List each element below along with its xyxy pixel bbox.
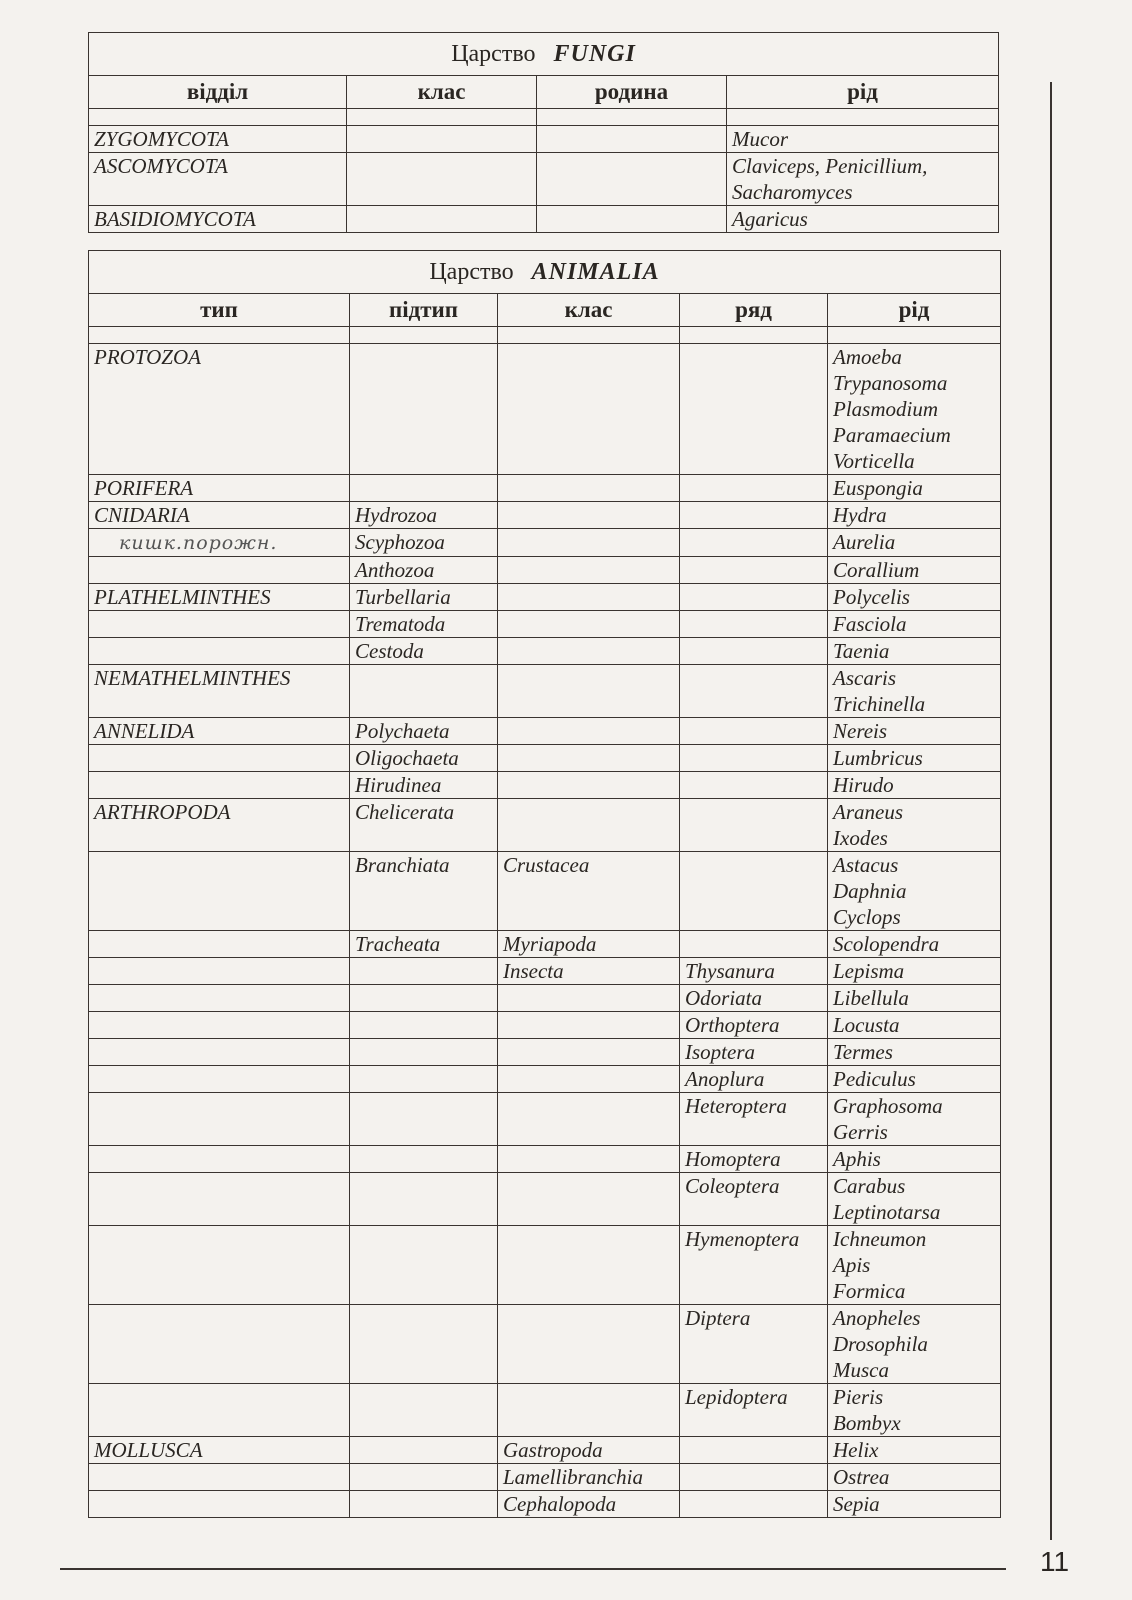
table-row [89,985,1001,1012]
genus-cell [828,1012,1001,1039]
animalia-header-1: підтип [350,294,498,327]
subphylum-cell [350,1093,498,1146]
order-cell [680,1491,828,1518]
genus-cell-line: Vorticella [833,449,915,473]
order-cell [680,475,828,502]
phylum-cell [89,1464,350,1491]
table-row [89,1066,1001,1093]
subphylum-cell [350,1305,498,1384]
phylum-cell: ANNELIDA [89,718,350,745]
phylum-cell: NEMATHELMINTHES [89,665,350,718]
genus-cell-line: Claviceps, Penicillium, [732,154,928,178]
class-cell: Crustacea [498,852,680,931]
subphylum-cell [350,344,498,475]
genus-cell [828,1305,1001,1384]
fungi-title-prefix: Царство [451,41,536,67]
order-cell: Diptera [680,1305,828,1384]
order-cell [680,931,828,958]
class-cell [498,502,680,529]
genus-cell-line: Formica [833,1279,906,1303]
table-row [89,1039,1001,1066]
class-cell: Gastropoda [498,1437,680,1464]
phylum-cell [89,1039,350,1066]
handwritten-note: кишк.порожн. [119,532,278,554]
genus-cell-line: Hydra [833,503,887,527]
phylum-cell: ARTHROPODA [89,799,350,852]
genus-cell-line: Graphosoma [833,1094,943,1118]
table-row [89,638,1001,665]
genus-cell-line: Taenia [833,639,890,663]
genus-cell-line: Leptinotarsa [833,1200,941,1224]
order-cell: Odoriata [680,985,828,1012]
class-cell: Cephalopoda [498,1491,680,1518]
genus-cell-line: Polycelis [833,585,910,609]
genus-cell [828,772,1001,799]
table-row [89,745,1001,772]
phylum-cell: PLATHELMINTHES [89,584,350,611]
order-cell: Heteroptera [680,1093,828,1146]
genus-cell [828,799,1001,852]
genus-cell [828,344,1001,475]
subphylum-cell: Polychaeta [350,718,498,745]
class-cell: Lamellibranchia [498,1464,680,1491]
class-cell [498,1066,680,1093]
order-cell: Isoptera [680,1039,828,1066]
table-row [89,1146,1001,1173]
genus-cell [727,126,999,153]
subphylum-cell: Chelicerata [350,799,498,852]
family-cell [537,153,727,206]
order-cell: Thysanura [680,958,828,985]
phylum-cell [89,745,350,772]
class-cell [498,344,680,475]
genus-cell [828,584,1001,611]
fungi-table [88,32,999,233]
subphylum-cell [350,1146,498,1173]
class-cell [498,584,680,611]
class-cell: Insecta [498,958,680,985]
genus-cell [828,1039,1001,1066]
fungi-header-0: відділ [89,76,347,109]
class-cell [347,206,537,233]
animalia-title-name: ANIMALIA [531,259,660,285]
phylum-cell [89,1491,350,1518]
genus-cell [828,1384,1001,1437]
phylum-cell [89,931,350,958]
genus-cell [828,1173,1001,1226]
phylum-cell [89,557,350,584]
subphylum-cell [350,1012,498,1039]
class-cell [347,126,537,153]
division-cell: BASIDIOMYCOTA [89,206,347,233]
phylum-cell [89,1226,350,1305]
phylum-cell [89,1146,350,1173]
animalia-table [88,250,1001,1518]
phylum-cell [89,1384,350,1437]
genus-cell [828,1226,1001,1305]
genus-cell [828,611,1001,638]
class-cell [498,1012,680,1039]
genus-cell-line: Hirudo [833,773,894,797]
fungi-header-2: родина [537,76,727,109]
table-row [89,1173,1001,1226]
subphylum-cell: Tracheata [350,931,498,958]
class-cell: Myriapoda [498,931,680,958]
fungi-header-1: клас [347,76,537,109]
table-row [89,557,1001,584]
order-cell: Homoptera [680,1146,828,1173]
class-cell [498,718,680,745]
family-cell [537,126,727,153]
table-row [89,502,1001,529]
class-cell [498,611,680,638]
phylum-cell [89,1012,350,1039]
genus-cell-line: Paramaecium [833,423,951,447]
order-cell [680,665,828,718]
subphylum-cell: Anthozoa [350,557,498,584]
genus-cell-line: Ostrea [833,1465,890,1489]
table-row [89,1491,1001,1518]
table-row [89,1226,1001,1305]
subphylum-cell: Hirudinea [350,772,498,799]
class-cell [498,745,680,772]
animalia-title [89,251,1001,294]
order-cell [680,1437,828,1464]
genus-cell-line: Mucor [732,127,788,151]
animalia-header-4: рід [828,294,1001,327]
phylum-cell: PORIFERA [89,475,350,502]
genus-cell-line: Fasciola [833,612,907,636]
order-cell [680,852,828,931]
order-cell: Orthoptera [680,1012,828,1039]
division-cell: ASCOMYCOTA [89,153,347,206]
class-cell [498,1173,680,1226]
division-cell: ZYGOMYCOTA [89,126,347,153]
table-row [89,1305,1001,1384]
order-cell [680,718,828,745]
right-margin-line [1050,82,1052,1540]
genus-cell-line: Pieris [833,1385,884,1409]
phylum-cell [89,772,350,799]
class-cell [498,799,680,852]
genus-cell [727,206,999,233]
class-cell [498,1093,680,1146]
genus-cell [828,475,1001,502]
order-cell [680,1464,828,1491]
subphylum-cell [350,665,498,718]
animalia-header-0: тип [89,294,350,327]
table-row [89,584,1001,611]
class-cell [498,985,680,1012]
order-cell [680,745,828,772]
subphylum-cell [350,1173,498,1226]
order-cell [680,611,828,638]
table-row [89,772,1001,799]
genus-cell-line: Daphnia [833,879,907,903]
table-row [89,475,1001,502]
subphylum-cell [350,1437,498,1464]
genus-cell [828,958,1001,985]
genus-cell [828,745,1001,772]
fungi-title [89,33,999,76]
genus-cell-line: Cyclops [833,905,901,929]
class-cell [498,475,680,502]
animalia-title-prefix: Царство [429,259,514,285]
subphylum-cell: Scyphozoa [350,529,498,557]
table-row [89,529,1001,557]
class-cell [498,529,680,557]
order-cell [680,584,828,611]
subphylum-cell [350,1384,498,1437]
table-row [89,344,1001,475]
table-row [89,718,1001,745]
genus-cell-line: Nereis [833,719,888,743]
table-row [89,1464,1001,1491]
phylum-cell [89,1173,350,1226]
phylum-cell [89,529,350,557]
order-cell: Lepidoptera [680,1384,828,1437]
phylum-cell: CNIDARIA [89,502,350,529]
genus-cell-line: Pediculus [833,1067,916,1091]
phylum-cell [89,638,350,665]
class-cell [498,772,680,799]
subphylum-cell [350,1464,498,1491]
genus-cell [828,1146,1001,1173]
order-cell [680,529,828,557]
class-cell [498,665,680,718]
genus-cell-line: Locusta [833,1013,900,1037]
class-cell [498,557,680,584]
phylum-cell [89,985,350,1012]
table-row [89,1093,1001,1146]
table-row [89,153,999,206]
genus-cell [828,718,1001,745]
class-cell [498,1039,680,1066]
genus-cell-line: Agaricus [732,207,808,231]
subphylum-cell [350,1039,498,1066]
genus-cell-line: Araneus [833,800,903,824]
phylum-cell [89,1093,350,1146]
subphylum-cell [350,958,498,985]
genus-cell [828,1093,1001,1146]
class-cell [498,1146,680,1173]
order-cell [680,799,828,852]
subphylum-cell [350,1491,498,1518]
phylum-cell [89,958,350,985]
table-row [89,958,1001,985]
family-cell [537,206,727,233]
subphylum-cell: Branchiata [350,852,498,931]
class-cell [498,638,680,665]
table-row [89,799,1001,852]
table-row [89,931,1001,958]
table-row [89,665,1001,718]
order-cell [680,557,828,584]
order-cell: Anoplura [680,1066,828,1093]
genus-cell-line: Astacus [833,853,899,877]
phylum-cell [89,611,350,638]
subphylum-cell: Turbellaria [350,584,498,611]
genus-cell [828,529,1001,557]
phylum-cell: MOLLUSCA [89,1437,350,1464]
subphylum-cell: Hydrozoa [350,502,498,529]
genus-cell-line: Ichneumon [833,1227,927,1251]
subphylum-cell [350,1066,498,1093]
genus-cell-line: Gerris [833,1120,888,1144]
footer-rule [60,1568,1006,1570]
genus-cell-line: Ixodes [833,826,888,850]
genus-cell-line: Sacharomyces [732,180,853,204]
genus-cell-line: Scolopendra [833,932,940,956]
order-cell: Coleoptera [680,1173,828,1226]
genus-cell-line: Amoeba [833,345,902,369]
phylum-cell [89,1305,350,1384]
subphylum-cell [350,985,498,1012]
genus-cell [828,557,1001,584]
subphylum-cell: Cestoda [350,638,498,665]
genus-cell [828,1066,1001,1093]
genus-cell [828,1464,1001,1491]
animalia-header-3: ряд [680,294,828,327]
phylum-cell [89,1066,350,1093]
genus-cell-line: Drosophila [833,1332,928,1356]
genus-cell-line: Euspongia [833,476,923,500]
phylum-cell [89,852,350,931]
genus-cell [828,852,1001,931]
genus-cell-line: Musca [833,1358,889,1382]
subphylum-cell [350,475,498,502]
genus-cell-line: Libellula [833,986,909,1010]
genus-cell-line: Anopheles [833,1306,921,1330]
genus-cell-line: Aurelia [833,530,896,554]
subphylum-cell: Oligochaeta [350,745,498,772]
class-cell [498,1384,680,1437]
genus-cell-line: Sepia [833,1492,880,1516]
genus-cell [727,153,999,206]
genus-cell [828,1437,1001,1464]
genus-cell [828,638,1001,665]
fungi-header-3: рід [727,76,999,109]
page-number: 11 [1040,1546,1070,1577]
genus-cell-line: Helix [833,1438,879,1462]
class-cell [498,1226,680,1305]
genus-cell [828,1491,1001,1518]
genus-cell-line: Termes [833,1040,893,1064]
table-row [89,1012,1001,1039]
genus-cell-line: Bombyx [833,1411,901,1435]
genus-cell-line: Aphis [833,1147,881,1171]
genus-cell-line: Plasmodium [833,397,938,421]
genus-cell-line: Corallium [833,558,920,582]
genus-cell-line: Lepisma [833,959,905,983]
genus-cell-line: Trichinella [833,692,926,716]
genus-cell [828,931,1001,958]
class-cell [347,153,537,206]
genus-cell-line: Carabus [833,1174,906,1198]
table-row [89,206,999,233]
genus-cell [828,502,1001,529]
phylum-cell: PROTOZOA [89,344,350,475]
genus-cell-line: Apis [833,1253,871,1277]
table-row [89,611,1001,638]
order-cell [680,502,828,529]
table-row [89,1384,1001,1437]
table-row [89,126,999,153]
genus-cell-line: Lumbricus [833,746,923,770]
subphylum-cell [350,1226,498,1305]
subphylum-cell: Trematoda [350,611,498,638]
table-row [89,852,1001,931]
table-row [89,1437,1001,1464]
animalia-header-2: клас [498,294,680,327]
order-cell [680,772,828,799]
genus-cell [828,665,1001,718]
genus-cell-line: Trypanosoma [833,371,948,395]
class-cell [498,1305,680,1384]
fungi-title-name: FUNGI [553,41,636,67]
genus-cell [828,985,1001,1012]
order-cell [680,638,828,665]
genus-cell-line: Ascaris [833,666,896,690]
order-cell [680,344,828,475]
order-cell: Hymenoptera [680,1226,828,1305]
